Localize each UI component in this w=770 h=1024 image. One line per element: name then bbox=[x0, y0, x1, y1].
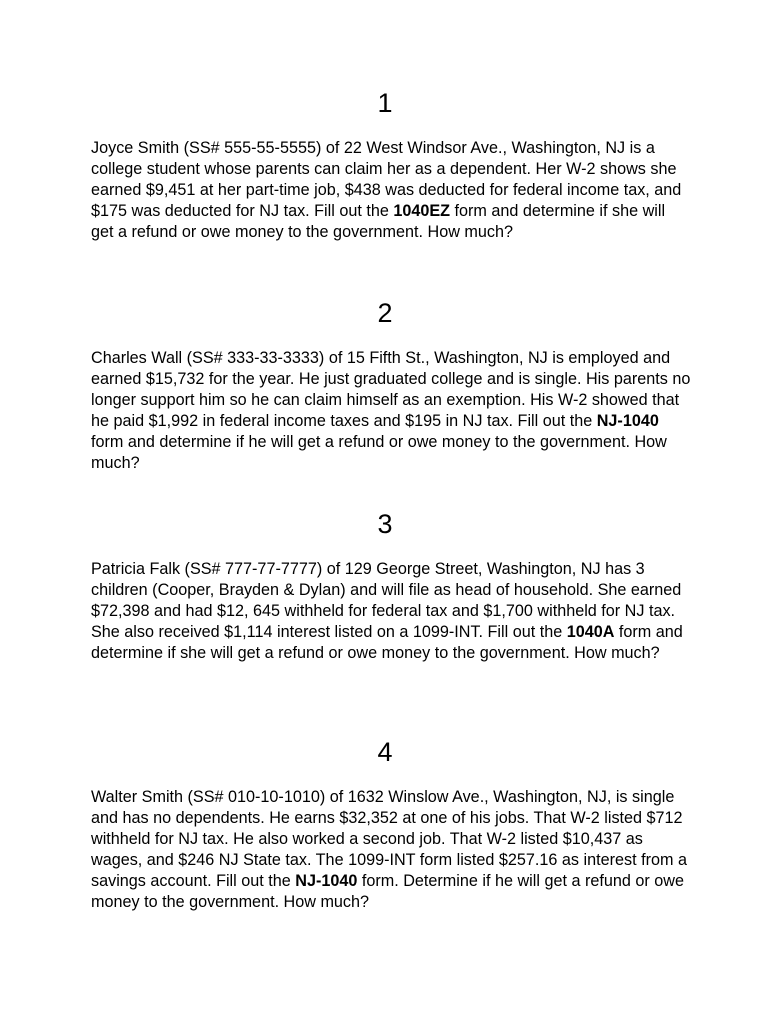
problem-text-3 bbox=[91, 559, 691, 664]
problem-text-2-before: Charles Wall (SS# 333-33-3333) of 15 Fifth St., Washington, NJ is employed and earned $15,732 for the year. He just graduated college and is single. His parents no longer support him so he can claim himself as an exemption. His W-2 showed that he paid $1,992 in federal income taxes and $195 in NJ tax. Fill out the bbox=[91, 349, 691, 430]
problem-text-2-after: form and determine if he will get a refund or owe money to the government. How much? bbox=[91, 433, 667, 472]
form-name-3: 1040A bbox=[566, 623, 615, 641]
problem-number-2: 2 bbox=[377, 298, 393, 328]
problem-text-1 bbox=[91, 138, 691, 243]
problem-text-2 bbox=[91, 348, 691, 474]
form-name-1: 1040EZ bbox=[393, 202, 451, 220]
form-name-4: NJ-1040 bbox=[295, 872, 358, 890]
problem-text-1-after: form and determine if she will get a refund or owe money to the government. How much? bbox=[91, 202, 666, 241]
problem-number-3: 3 bbox=[377, 509, 393, 539]
problem-text-4-before: Walter Smith (SS# 010-10-1010) of 1632 Winslow Ave., Washington, NJ, is single and has no dependents. He earns $32,352 at one of his jobs. That W-2 listed $712 withheld for NJ tax. He also worked a second job. That W-2 listed $10,437 as wages, and $246 NJ State tax. The 1099-INT form listed $257.16 as interest from a savings account. Fill out the bbox=[91, 788, 687, 890]
problem-text-3-after: form and determine if she will get a refund or owe money to the government. How much? bbox=[91, 623, 683, 662]
problem-text-4-after: form. Determine if he will get a refund or owe money to the government. How much? bbox=[91, 872, 684, 911]
problem-number-1: 1 bbox=[377, 88, 393, 118]
problem-text-3-before: Patricia Falk (SS# 777-77-7777) of 129 George Street, Washington, NJ has 3 children (Cooper, Brayden & Dylan) and will file as head of household. She earned $72,398 and had $12, 645 withheld for federal tax and $1,700 withheld for NJ tax. She also received $1,114 interest listed on a 1099-INT. Fill out the bbox=[91, 560, 682, 641]
problem-text-4 bbox=[91, 787, 691, 913]
form-name-2: NJ-1040 bbox=[596, 412, 659, 430]
problem-number-4: 4 bbox=[377, 737, 393, 767]
problem-text-1-before: Joyce Smith (SS# 555-55-5555) of 22 West Windsor Ave., Washington, NJ is a college student whose parents can claim her as a dependent. Her W-2 shows she earned $9,451 at her part-time job, $438 was deducted for federal income tax, and $175 was deducted for NJ tax. Fill out the bbox=[91, 139, 682, 220]
